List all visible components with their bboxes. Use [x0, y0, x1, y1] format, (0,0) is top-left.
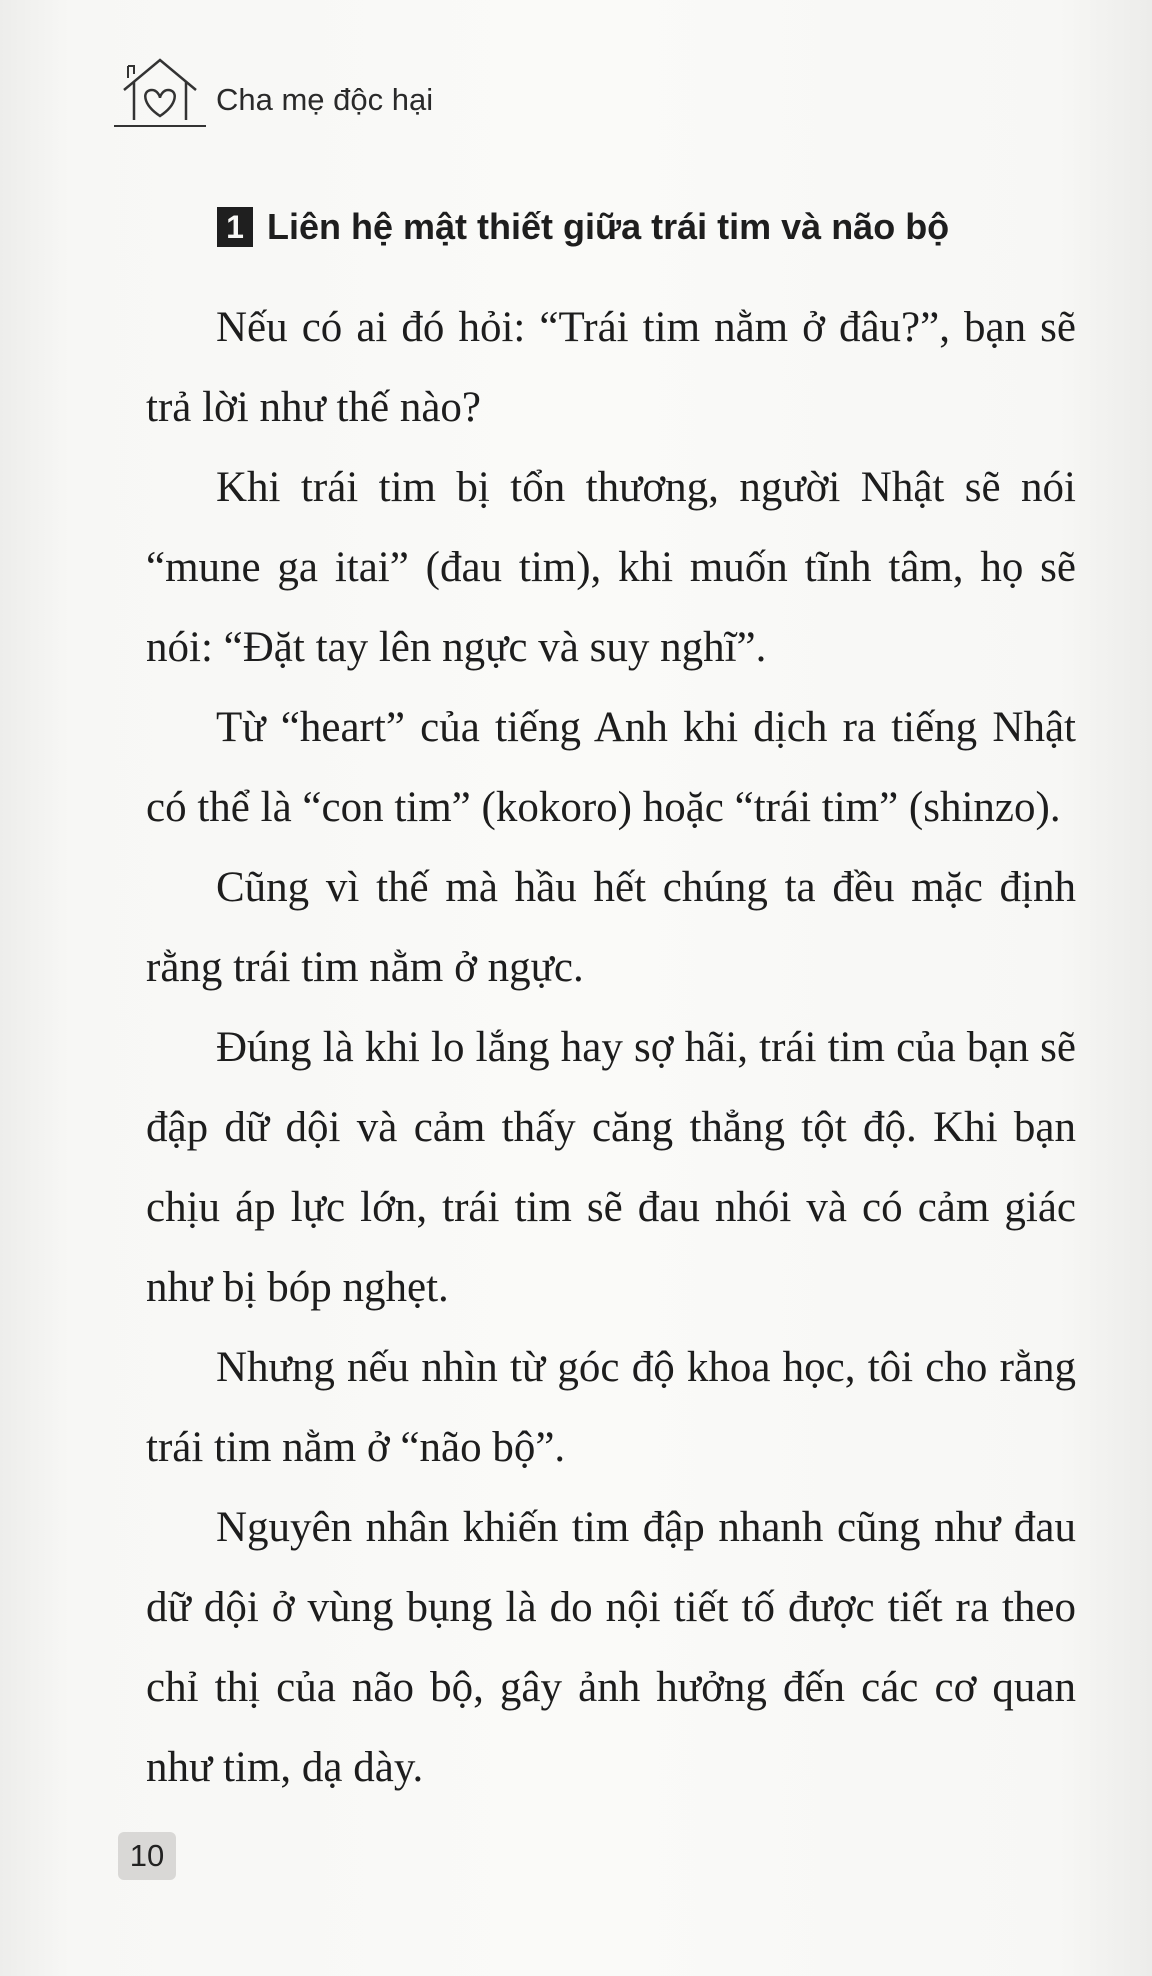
section-title: Liên hệ mật thiết giữa trái tim và não bộ — [267, 206, 950, 247]
header-title: Cha mẹ độc hại — [216, 82, 434, 117]
paragraph: Khi trái tim bị tổn thương, người Nhật sẽ nói “mune ga itai” (đau tim), khi muốn tĩnh tâm, họ sẽ nói: “Đặt tay lên ngực và suy nghĩ”. — [146, 464, 1076, 671]
paragraph: Từ “heart” của tiếng Anh khi dịch ra tiếng Nhật có thể là “con tim” (kokoro) hoặc “trái tim” (shinzo). — [146, 704, 1076, 831]
paragraph: Cũng vì thế mà hầu hết chúng ta đều mặc định rằng trái tim nằm ở ngực. — [146, 864, 1076, 991]
running-header — [112, 54, 512, 134]
paragraph: Nguyên nhân khiến tim đập nhanh cũng như đau dữ dội ở vùng bụng là do nội tiết tố được tiết ra theo chỉ thị của não bộ, gây ảnh hưởng đến các cơ quan như tim, dạ dày. — [146, 1504, 1076, 1791]
paragraph: Nhưng nếu nhìn từ góc độ khoa học, tôi cho rằng trái tim nằm ở “não bộ”. — [146, 1344, 1076, 1471]
paragraph: Nếu có ai đó hỏi: “Trái tim nằm ở đâu?”, bạn sẽ trả lời như thế nào? — [146, 304, 1076, 431]
paragraph: Đúng là khi lo lắng hay sợ hãi, trái tim của bạn sẽ đập dữ dội và cảm thấy căng thẳng tột độ. Khi bạn chịu áp lực lớn, trái tim sẽ đau nhói và có cảm giác như bị bóp nghẹt. — [146, 1024, 1076, 1311]
house-heart-icon — [112, 54, 208, 130]
section-number-badge: 1 — [217, 207, 253, 247]
section-heading — [217, 203, 949, 251]
page-number: 10 — [118, 1832, 176, 1880]
